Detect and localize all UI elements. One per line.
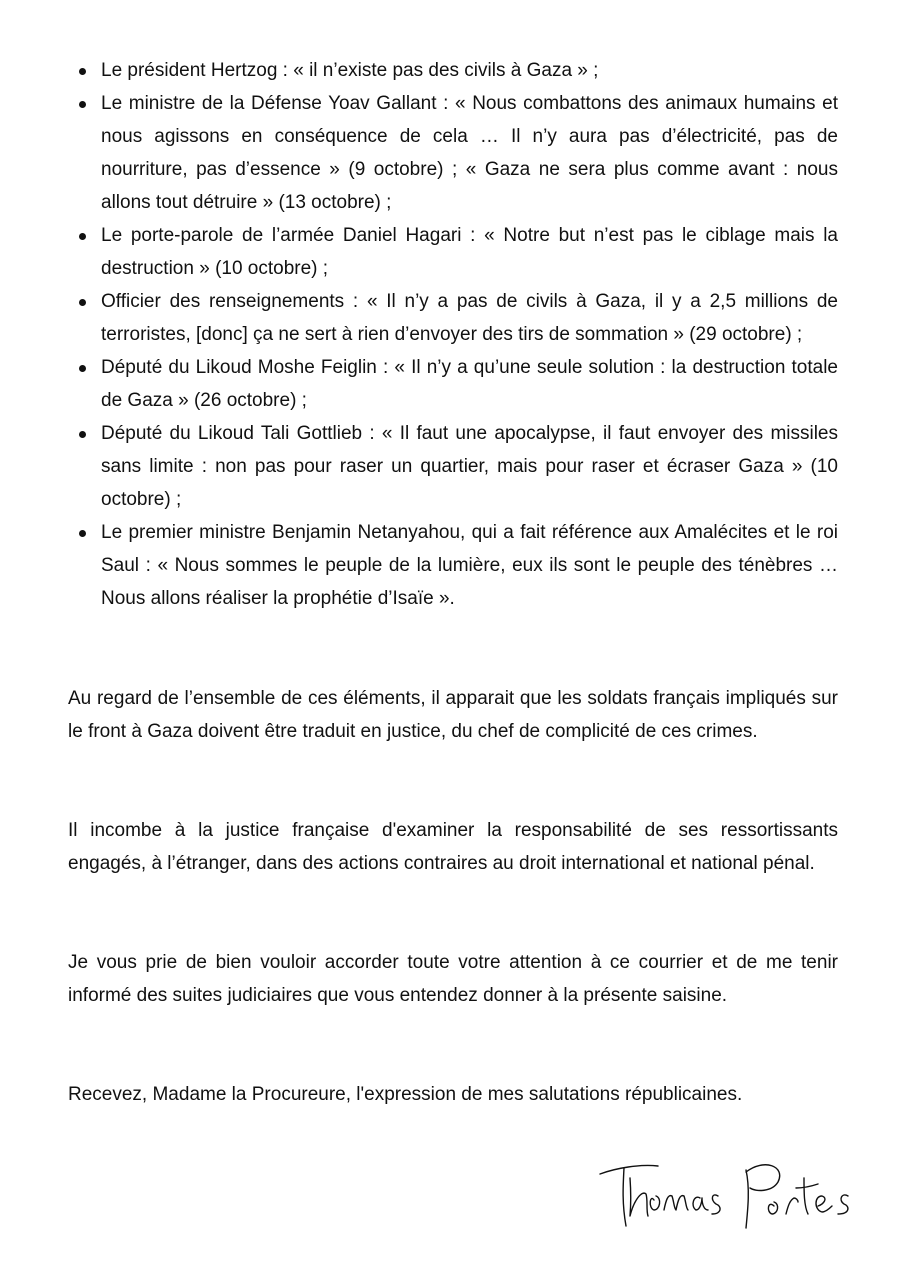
quote-text: Le ministre de la Défense Yoav Gallant : « Nous combattons des animaux humains et nous agissons en conséquence de cela … Il n’y aura pas d’électricité, pas de nourriture, pas d’essence » (9 octobre) ; « Gaza ne sera plus comme avant : nous allons tout détruire » (13 octobre) ; <box>101 93 838 213</box>
closing-salutation: Recevez, Madame la Procureure, l'expression de mes salutations républicaines. <box>68 1084 743 1105</box>
list-item <box>68 516 838 615</box>
list-item <box>68 219 838 285</box>
responsibility-paragraph: Il incombe à la justice française d'examiner la responsabilité de ses ressortissants engagés, à l’étranger, dans des actions contraires au droit international et national pénal. <box>68 820 838 874</box>
bullet-icon <box>79 431 86 438</box>
list-item <box>68 87 838 219</box>
quote-text: Officier des renseignements : « Il n’y a pas de civils à Gaza, il y a 2,5 millions de terroristes, [donc] ça ne sert à rien d’envoyer des tirs de sommation » (29 octobre) ; <box>101 291 838 345</box>
bullet-icon <box>79 233 86 240</box>
bullet-icon <box>79 365 86 372</box>
list-item <box>68 417 838 516</box>
handwritten-signature <box>596 1148 856 1232</box>
quote-list <box>68 54 838 615</box>
quote-text: Le porte-parole de l’armée Daniel Hagari : « Notre but n’est pas le ciblage mais la destruction » (10 octobre) ; <box>101 225 838 279</box>
bullet-icon <box>79 101 86 108</box>
quote-text: Le premier ministre Benjamin Netanyahou, qui a fait référence aux Amalécites et le roi Saul : « Nous sommes le peuple de la lumière, eux ils sont le peuple des ténèbres … Nous allons réaliser la prophétie d’Isaïe ». <box>101 522 838 609</box>
request-paragraph: Je vous prie de bien vouloir accorder toute votre attention à ce courrier et de me tenir informé des suites judiciaires que vous entendez donner à la présente saisine. <box>68 952 838 1006</box>
bullet-icon <box>79 530 86 537</box>
quote-text: Député du Likoud Tali Gottlieb : « Il faut une apocalypse, il faut envoyer des missiles sans limite : non pas pour raser un quartier, mais pour raser et écraser Gaza » (10 octobre) ; <box>101 423 838 510</box>
list-item <box>68 285 838 351</box>
conclusion-paragraph: Au regard de l’ensemble de ces éléments, il apparait que les soldats français impliqués sur le front à Gaza doivent être traduit en justice, du chef de complicité de ces crimes. <box>68 688 838 742</box>
bullet-icon <box>79 68 86 75</box>
bullet-icon <box>79 299 86 306</box>
list-item <box>68 351 838 417</box>
quote-text: Député du Likoud Moshe Feiglin : « Il n’y a qu’une seule solution : la destruction totale de Gaza » (26 octobre) ; <box>101 357 838 411</box>
list-item <box>68 54 838 87</box>
quote-text: Le président Hertzog : « il n’existe pas des civils à Gaza » ; <box>101 60 599 81</box>
